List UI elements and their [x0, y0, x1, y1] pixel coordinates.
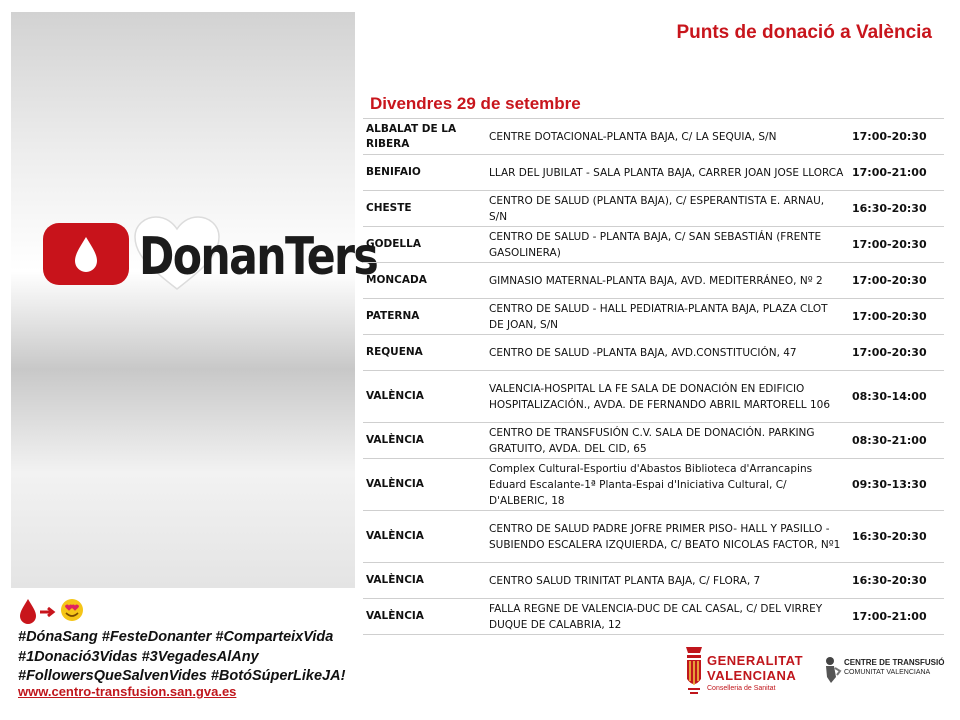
- address-cell: CENTRE DOTACIONAL-PLANTA BAJA, C/ LA SEQUIA, S/N: [489, 130, 777, 143]
- town-cell: ALBALAT DE LA RIBERA: [366, 122, 457, 150]
- hashtag-line: #1Donació3Vidas #3VegadesAlAny: [18, 648, 259, 665]
- logo-text: DonanTers: [139, 227, 378, 287]
- town-cell: GODELLA: [366, 238, 421, 250]
- town-cell: BENIFAIO: [366, 166, 421, 178]
- table-row: [363, 190, 944, 226]
- website-link[interactable]: www.centro-transfusion.san.gva.es: [18, 684, 237, 699]
- hashtag-line: #DónaSang #FesteDonanter #ComparteixVida: [18, 629, 334, 645]
- table-row: [363, 298, 944, 334]
- time-cell: 17:00-20:30: [852, 274, 927, 287]
- address-cell: CENTRO SALUD TRINITAT PLANTA BAJA, C/ FLORA, 7: [489, 574, 761, 587]
- time-cell: 16:30-20:30: [852, 574, 927, 587]
- address-cell: CENTRO DE SALUD PADRE JOFRE PRIMER PISO- HALL Y PASILLO -SUBIENDO ESCALERA IZQUIERDA, C/ BEATO NICOLAS FACTOR, Nº1: [489, 522, 841, 551]
- emoji-row: [18, 598, 98, 624]
- address-cell: CENTRO DE SALUD (PLANTA BAJA), C/ ESPERANTISTA E. ARNAU, S/N: [489, 194, 825, 223]
- town-cell: VALÈNCIA: [366, 390, 424, 402]
- address-cell: Complex Cultural-Esportiu d'Abastos Biblioteca d'Arrancapins Eduard Escalante-1ª Planta-Espai d'Iniciativa Cultural, C/ D'ALBERIC, 18: [489, 462, 813, 507]
- hashtag-line: #FollowersQueSalvenVides #BotóSúperLikeJA!: [18, 668, 346, 684]
- town-cell: REQUENA: [366, 346, 423, 358]
- play-box-icon: [43, 223, 129, 285]
- town-cell: VALÈNCIA: [366, 610, 424, 622]
- time-cell: 08:30-21:00: [852, 434, 927, 447]
- address-cell: LLAR DEL JUBILAT - SALA PLANTA BAJA, CARRER JOAN JOSE LLORCA: [489, 166, 844, 179]
- table-row: [363, 154, 944, 190]
- time-cell: 17:00-20:30: [852, 130, 927, 143]
- table-row: [363, 458, 944, 510]
- coat-of-arms-icon: [683, 643, 705, 697]
- gva-department: Conselleria de Sanitat: [707, 685, 776, 692]
- ct-name-line1: CENTRE DE TRANSFUSIÓ: [844, 658, 945, 667]
- town-cell: VALÈNCIA: [366, 434, 424, 446]
- address-cell: GIMNASIO MATERNAL-PLANTA BAJA, AVD. MEDITERRÁNEO, Nº 2: [489, 274, 823, 287]
- heart-eyes-emoji-icon: [61, 599, 83, 621]
- time-cell: 16:30-20:30: [852, 530, 927, 543]
- address-cell: VALENCIA-HOSPITAL LA FE SALA DE DONACIÓN EN EDIFICIO HOSPITALIZACIÓN., AVDA. DE FERNANDO ABRIL MARTORELL 106: [489, 382, 831, 411]
- arrow-icon: [40, 608, 53, 616]
- time-cell: 17:00-20:30: [852, 238, 927, 251]
- hashtag-block: [18, 628, 358, 687]
- time-cell: 17:00-21:00: [852, 610, 927, 623]
- time-cell: 17:00-20:30: [852, 310, 927, 323]
- gva-name-line2: VALENCIANA: [707, 668, 797, 683]
- table-row: [363, 226, 944, 262]
- page-title: Punts de donació a València: [676, 22, 932, 43]
- town-cell: PATERNA: [366, 310, 420, 322]
- table-row: [363, 370, 944, 422]
- schedule-table: [363, 118, 944, 635]
- donanters-banner: [11, 12, 378, 588]
- time-cell: 16:30-20:30: [852, 202, 927, 215]
- donanters-logo: [43, 217, 378, 297]
- blood-drop-icon: [43, 223, 129, 285]
- table-row: [363, 262, 944, 298]
- table-row: [363, 562, 944, 598]
- town-cell: MONCADA: [366, 274, 427, 286]
- address-cell: CENTRO DE SALUD - PLANTA BAJA, C/ SAN SEBASTIÁN (FRENTE GASOLINERA): [489, 230, 822, 259]
- transfusion-centre-logo: [822, 655, 952, 687]
- table-row: [363, 598, 944, 635]
- date-heading: Divendres 29 de setembre: [370, 94, 581, 113]
- time-cell: 08:30-14:00: [852, 390, 927, 403]
- generalitat-logo: [683, 643, 813, 703]
- address-cell: FALLA REGNE DE VALENCIA-DUC DE CAL CASAL, C/ DEL VIRREY DUQUE DE CALABRIA, 12: [489, 602, 823, 631]
- gva-name-line1: GENERALITAT: [707, 653, 804, 668]
- blood-drop-icon: [20, 599, 36, 624]
- ct-name-line2: COMUNITAT VALENCIANA: [844, 669, 931, 676]
- town-cell: VALÈNCIA: [366, 530, 424, 542]
- time-cell: 17:00-21:00: [852, 166, 927, 179]
- address-cell: CENTRO DE SALUD - HALL PEDIATRIA-PLANTA BAJA, PLAZA CLOT DE JOAN, S/N: [489, 302, 828, 331]
- address-cell: CENTRO DE SALUD -PLANTA BAJA, AVD.CONSTITUCIÓN, 47: [489, 346, 797, 359]
- time-cell: 09:30-13:30: [852, 478, 927, 491]
- time-cell: 17:00-20:30: [852, 346, 927, 359]
- town-cell: VALÈNCIA: [366, 478, 424, 490]
- table-row: [363, 118, 944, 154]
- town-cell: CHESTE: [366, 202, 412, 214]
- town-cell: VALÈNCIA: [366, 574, 424, 586]
- table-row: [363, 334, 944, 370]
- transfusion-emblem-icon: [822, 655, 842, 685]
- table-row: [363, 510, 944, 562]
- table-row: [363, 422, 944, 458]
- address-cell: CENTRO DE TRANSFUSIÓN C.V. SALA DE DONACIÓN. PARKING GRATUITO, AVDA. DEL CID, 65: [489, 426, 815, 455]
